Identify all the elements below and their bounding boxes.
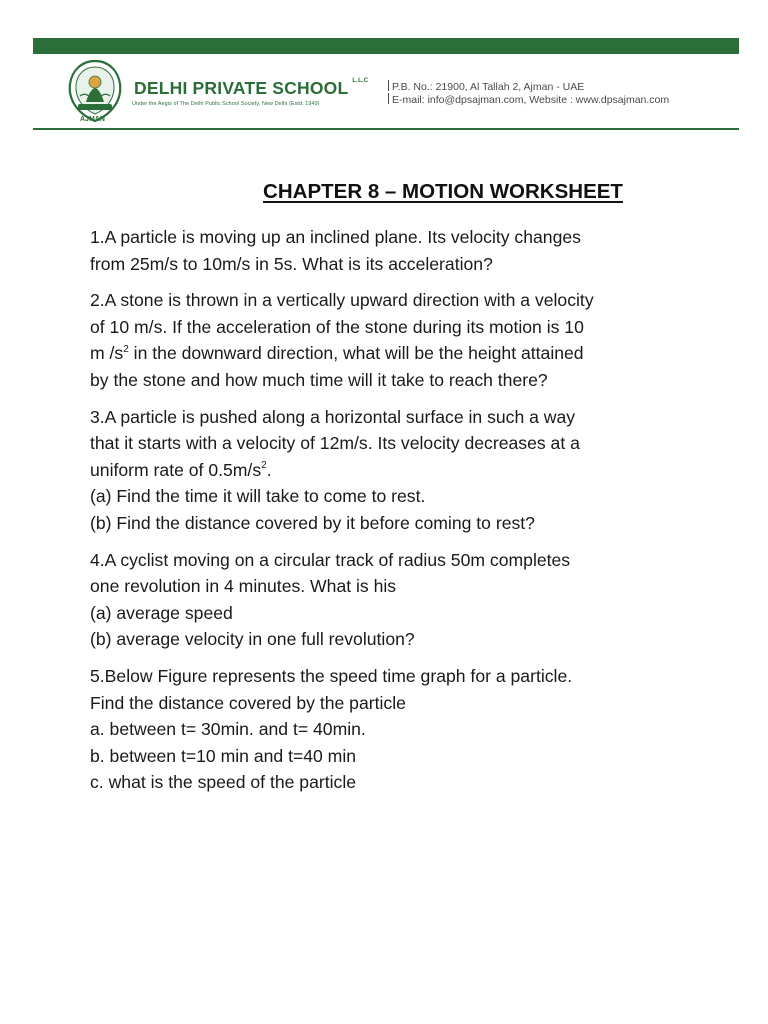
divider xyxy=(388,80,389,91)
question-5-line-1: 5.Below Figure represents the speed time graph for a particle. xyxy=(90,665,573,686)
header-green-bar xyxy=(33,38,739,54)
question-3-line-3 xyxy=(90,457,690,484)
address-text: P.B. No.: 21900, Al Tallah 2, Ajman - UAE xyxy=(392,81,585,93)
question-2-line-4: by the stone and how much time will it take to reach there? xyxy=(90,369,548,390)
school-tagline: Under the Aegis of The Delhi Public School Society, New Delhi (Estd. 1949) xyxy=(132,101,320,107)
question-4-part-b: (b) average velocity in one full revolution? xyxy=(90,629,415,650)
question-2-line-3-start: m /s xyxy=(90,343,124,364)
question-3-line-3-end: . xyxy=(266,459,272,480)
question-3 xyxy=(90,404,690,537)
question-1-line-1: 1.A particle is moving up an inclined plane. Its velocity changes xyxy=(90,227,581,247)
email-website-text: E-mail: info@dpsajman.com, Website : www.dpsajman.com xyxy=(392,94,670,106)
question-5-part-a: a. between t= 30min. and t= 40min. xyxy=(90,719,366,740)
school-llc: L.L.C xyxy=(352,78,369,84)
question-5-part-b: b. between t=10 min and t=40 min xyxy=(90,745,357,766)
letterhead xyxy=(60,56,740,128)
header-bottom-rule xyxy=(33,128,739,130)
crest-caption: AJMAN xyxy=(80,116,105,123)
question-1 xyxy=(90,224,690,277)
question-2 xyxy=(90,287,690,393)
contact-block xyxy=(388,80,669,106)
question-3-line-2: that it starts with a velocity of 12m/s. Its velocity decreases at a xyxy=(90,433,580,454)
question-3-line-1: 3.A particle is pushed along a horizontal surface in such a way xyxy=(90,406,576,427)
email-website-line xyxy=(388,93,669,106)
school-name-text: DELHI PRIVATE SCHOOL xyxy=(134,78,349,98)
address-line xyxy=(388,80,669,93)
question-3-part-a: (a) Find the time it will take to come to rest. xyxy=(90,486,426,507)
question-4-line-1: 4.A cyclist moving on a circular track of radius 50m completes xyxy=(90,549,571,570)
superscript: 2 xyxy=(123,343,129,355)
question-3-part-b: (b) Find the distance covered by it before coming to rest? xyxy=(90,512,535,533)
question-1-line-2: from 25m/s to 10m/s in 5s. What is its acceleration? xyxy=(90,253,493,274)
question-5 xyxy=(90,663,690,796)
question-5-part-c: c. what is the speed of the particle xyxy=(90,772,357,793)
question-list xyxy=(90,224,690,806)
question-2-line-3-end: in the downward direction, what will be the height attained xyxy=(128,343,584,364)
school-name xyxy=(134,78,368,99)
question-2-line-2: of 10 m/s. If the acceleration of the stone during its motion is 10 xyxy=(90,316,584,337)
divider xyxy=(388,93,389,104)
question-4-part-a: (a) average speed xyxy=(90,602,233,623)
question-2-line-3 xyxy=(90,340,690,367)
question-2-line-1: 2.A stone is thrown in a vertically upward direction with a velocity xyxy=(90,290,594,311)
school-crest-icon xyxy=(64,58,126,124)
question-4 xyxy=(90,547,690,653)
question-3-line-3-start: uniform rate of 0.5m/s xyxy=(90,459,262,480)
question-5-line-2: Find the distance covered by the particle xyxy=(90,692,406,713)
question-4-line-2: one revolution in 4 minutes. What is his xyxy=(90,576,397,597)
superscript: 2 xyxy=(261,459,267,471)
worksheet-title: CHAPTER 8 – MOTION WORKSHEET xyxy=(263,180,623,203)
